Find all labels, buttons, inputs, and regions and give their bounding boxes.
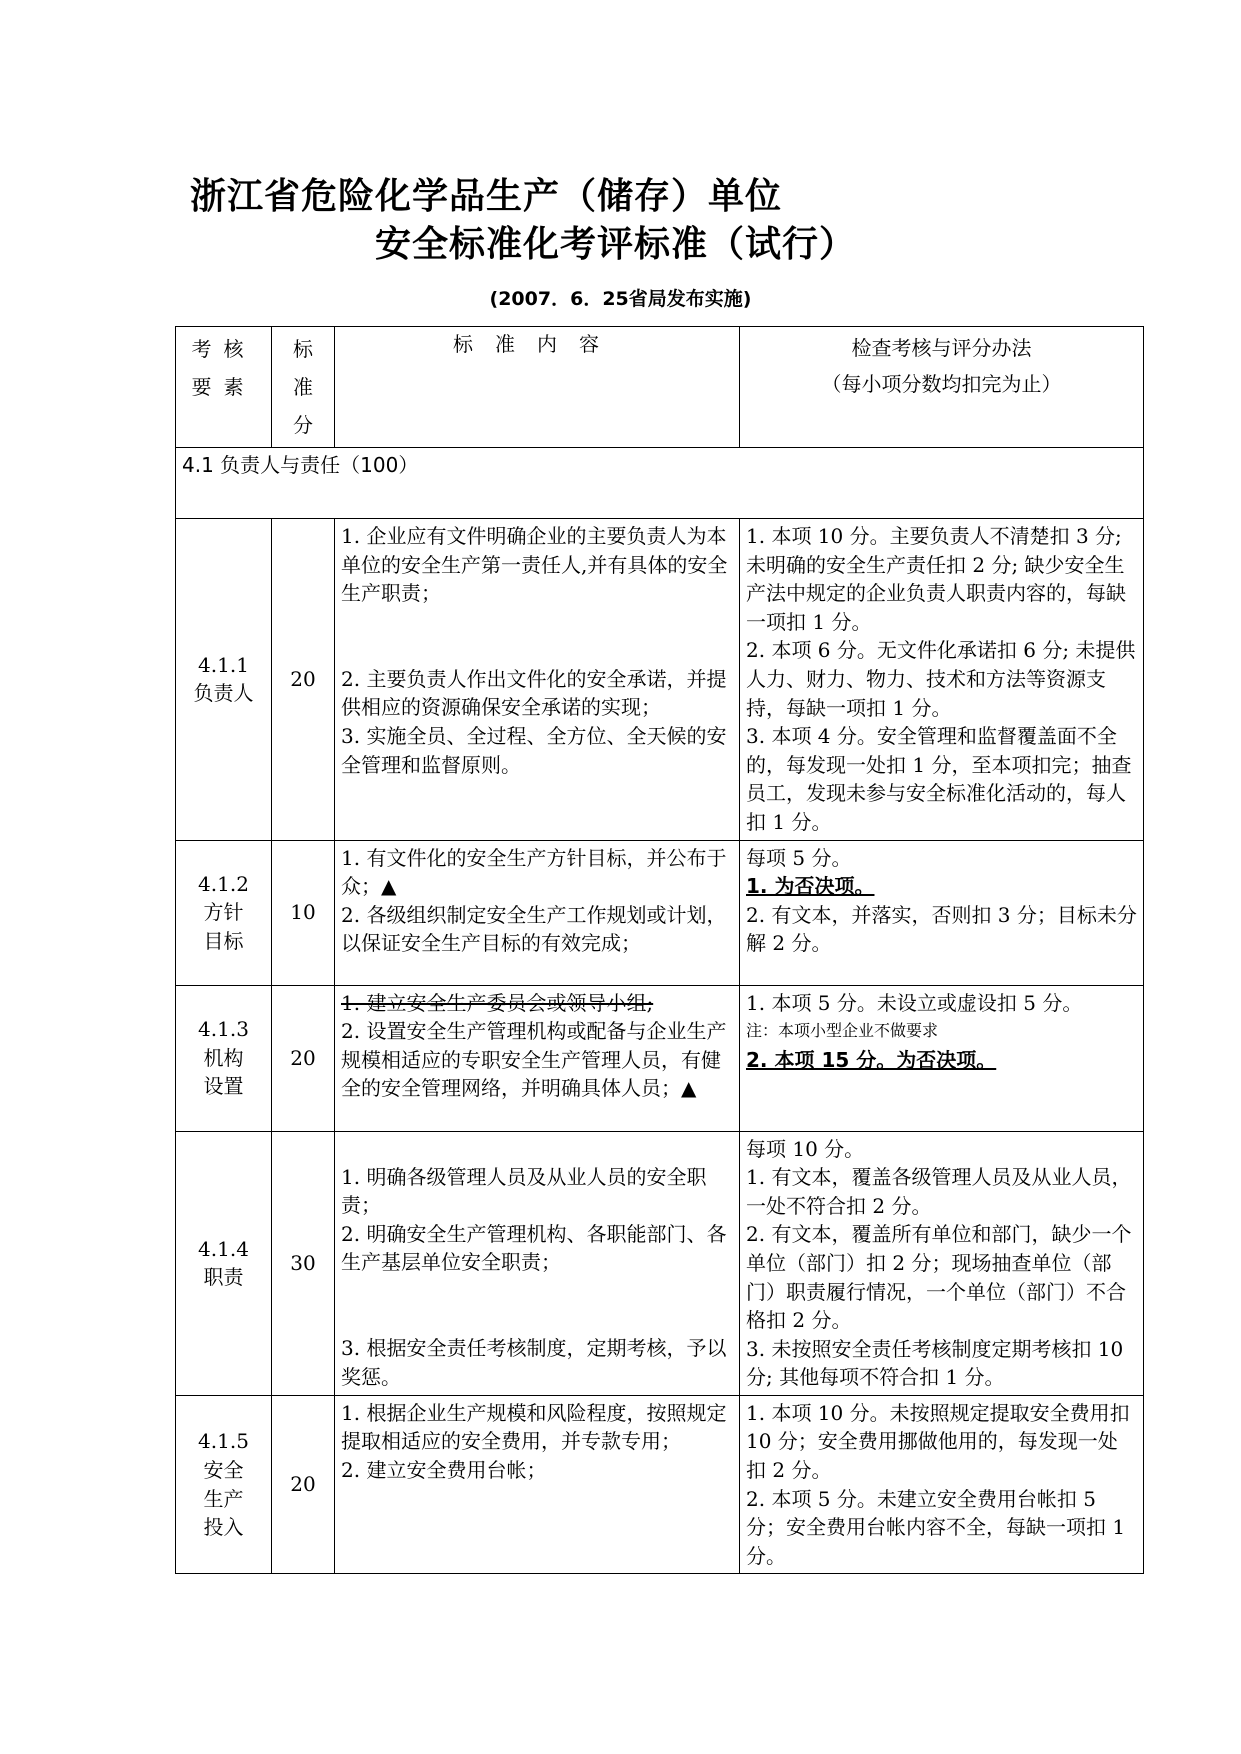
row-id: 4.1.5 xyxy=(198,1429,249,1454)
table-row xyxy=(176,1395,1144,1574)
row-method xyxy=(740,1395,1144,1574)
row-element xyxy=(176,1131,272,1395)
row-id: 4.1.2 xyxy=(198,871,249,896)
content-item: 2. 设置安全生产管理机构或配备与企业生产规模相适应的专职安全生产管理人员，有健全的安全管理网络，并明确具体人员；▲ xyxy=(341,1019,727,1101)
row-id: 4.1.1 xyxy=(198,652,249,677)
document-title-line1: 浙江省危险化学品生产（储存）单位 xyxy=(190,176,783,217)
content-item: 1. 建立安全生产委员会或领导小组; xyxy=(341,990,654,1015)
table-header-row xyxy=(176,327,1144,448)
document-subtitle: (2007．6．25省局发布实施) xyxy=(489,288,752,310)
document-title-line2: 安全标准化考评标准（试行） xyxy=(375,224,857,265)
row-content xyxy=(335,1131,740,1395)
row-name: 目标 xyxy=(203,928,244,953)
content-item: 3. 根据安全责任考核制度，定期考核，予以奖惩。 xyxy=(341,1335,727,1389)
header-element-l2: 要素 xyxy=(191,375,256,399)
content-item: 1. 根据企业生产规模和风险程度，按照规定提取相适应的安全费用，并专款专用； xyxy=(341,1400,727,1454)
row-content xyxy=(335,1395,740,1574)
table-row xyxy=(176,985,1144,1131)
row-content xyxy=(335,840,740,985)
row-score: 20 xyxy=(272,1395,335,1574)
header-score-l2: 准 xyxy=(293,375,313,399)
header-method-l1: 检查考核与评分办法 xyxy=(851,336,1032,360)
content-item: 2. 主要负责人作出文件化的安全承诺，并提供相应的资源确保安全承诺的实现； xyxy=(341,666,727,720)
veto-item: 1. 为否决项。 xyxy=(746,874,875,899)
row-name: 方针 xyxy=(203,900,244,925)
row-content xyxy=(335,519,740,841)
row-element xyxy=(176,985,272,1131)
method-item: 3. 本项 4 分。安全管理和监督覆盖面不全的，每发现一处扣 1 分，至本项扣完；抽查员工，发现未参与安全标准化活动的，每人扣 1 分。 xyxy=(746,724,1132,834)
header-element-l1: 考核 xyxy=(191,337,256,361)
row-element xyxy=(176,1395,272,1574)
header-method xyxy=(740,327,1144,448)
veto-item: 2. 本项 15 分。为否决项。 xyxy=(746,1047,997,1072)
row-score: 20 xyxy=(272,985,335,1131)
header-score-l3: 分 xyxy=(293,413,313,437)
method-item: 1. 本项 5 分。未设立或虚设扣 5 分。 xyxy=(746,990,1083,1015)
content-item: 2. 建立安全费用台帐； xyxy=(341,1458,547,1483)
row-method xyxy=(740,519,1144,841)
row-score: 30 xyxy=(272,1131,335,1395)
method-item: 2. 本项 5 分。未建立安全费用台帐扣 5 分；安全费用台帐内容不全，每缺一项扣 1 分。 xyxy=(746,1486,1126,1568)
header-content xyxy=(335,327,740,448)
content-item: 1. 企业应有文件明确企业的主要负责人为本单位的安全生产第一责任人,并有具体的安全生产职责； xyxy=(341,524,728,606)
row-content xyxy=(335,985,740,1131)
header-content-label: 标准内容 xyxy=(453,332,621,356)
header-score xyxy=(272,327,335,448)
content-item: 2. 各级组织制定安全生产工作规划或计划，以保证安全生产目标的有效完成； xyxy=(341,902,727,956)
table-row xyxy=(176,840,1144,985)
method-item: 2. 有文本，并落实，否则扣 3 分；目标未分解 2 分。 xyxy=(746,902,1137,956)
row-element xyxy=(176,519,272,841)
method-item: 1. 有文本，覆盖各级管理人员及从业人员，一处不符合扣 2 分。 xyxy=(746,1165,1132,1218)
row-name: 负责人 xyxy=(193,681,254,706)
header-method-l2: （每小项分数均扣完为止） xyxy=(821,372,1062,396)
row-id: 4.1.3 xyxy=(198,1017,249,1042)
row-name: 投入 xyxy=(203,1515,244,1540)
row-name: 安全 xyxy=(203,1458,244,1483)
row-method xyxy=(740,985,1144,1131)
method-item: 2. 本项 6 分。无文件化承诺扣 6 分; 未提供人力、财力、物力、技术和方法等资源支持，每缺一项扣 1 分。 xyxy=(746,638,1136,720)
table-row xyxy=(176,1131,1144,1395)
row-name: 生产 xyxy=(203,1486,244,1511)
method-intro: 每项 5 分。 xyxy=(746,845,852,870)
method-item: 1. 本项 10 分。主要负责人不清楚扣 3 分; 未明确的安全生产责任扣 2 分; 缺少安全生产法中规定的企业负责人职责内容的，每缺一项扣 1 分。 xyxy=(746,524,1126,634)
row-score: 10 xyxy=(272,840,335,985)
section-title: 4.1 负责人与责任（100） xyxy=(176,448,1144,519)
header-element xyxy=(176,327,272,448)
table-row xyxy=(176,519,1144,841)
row-id: 4.1.4 xyxy=(198,1236,249,1261)
method-note: 注：本项小型企业不做要求 xyxy=(746,1021,939,1041)
row-score: 20 xyxy=(272,519,335,841)
content-item: 3. 实施全员、全过程、全方位、全天候的安全管理和监督原则。 xyxy=(341,723,727,777)
content-item: 1. 明确各级管理人员及从业人员的安全职责； xyxy=(341,1164,707,1218)
content-item: 1. 有文件化的安全生产方针目标，并公布于众；▲ xyxy=(341,845,727,899)
row-method xyxy=(740,1131,1144,1395)
method-item: 2. 有文本，覆盖所有单位和部门，缺少一个单位（部门）扣 2 分；现场抽查单位（部门）职责履行情况，一个单位（部门）不合格扣 2 分。 xyxy=(746,1222,1132,1333)
method-item: 1. 本项 10 分。未按照规定提取安全费用扣 10 分；安全费用挪做他用的，每发现一处扣 2 分。 xyxy=(746,1400,1130,1483)
header-score-l1: 标 xyxy=(293,337,313,361)
method-intro: 每项 10 分。 xyxy=(746,1136,865,1161)
row-name: 设置 xyxy=(203,1074,244,1099)
content-item: 2. 明确安全生产管理机构、各职能部门、各生产基层单位安全职责； xyxy=(341,1221,727,1275)
section-row xyxy=(176,448,1144,519)
row-element xyxy=(176,840,272,985)
row-name: 机构 xyxy=(203,1045,244,1070)
row-name: 职责 xyxy=(203,1265,244,1290)
method-item: 3. 未按照安全责任考核制度定期考核扣 10 分; 其他每项不符合扣 1 分。 xyxy=(746,1336,1124,1390)
standard-table xyxy=(175,326,1144,1574)
row-method xyxy=(740,840,1144,985)
